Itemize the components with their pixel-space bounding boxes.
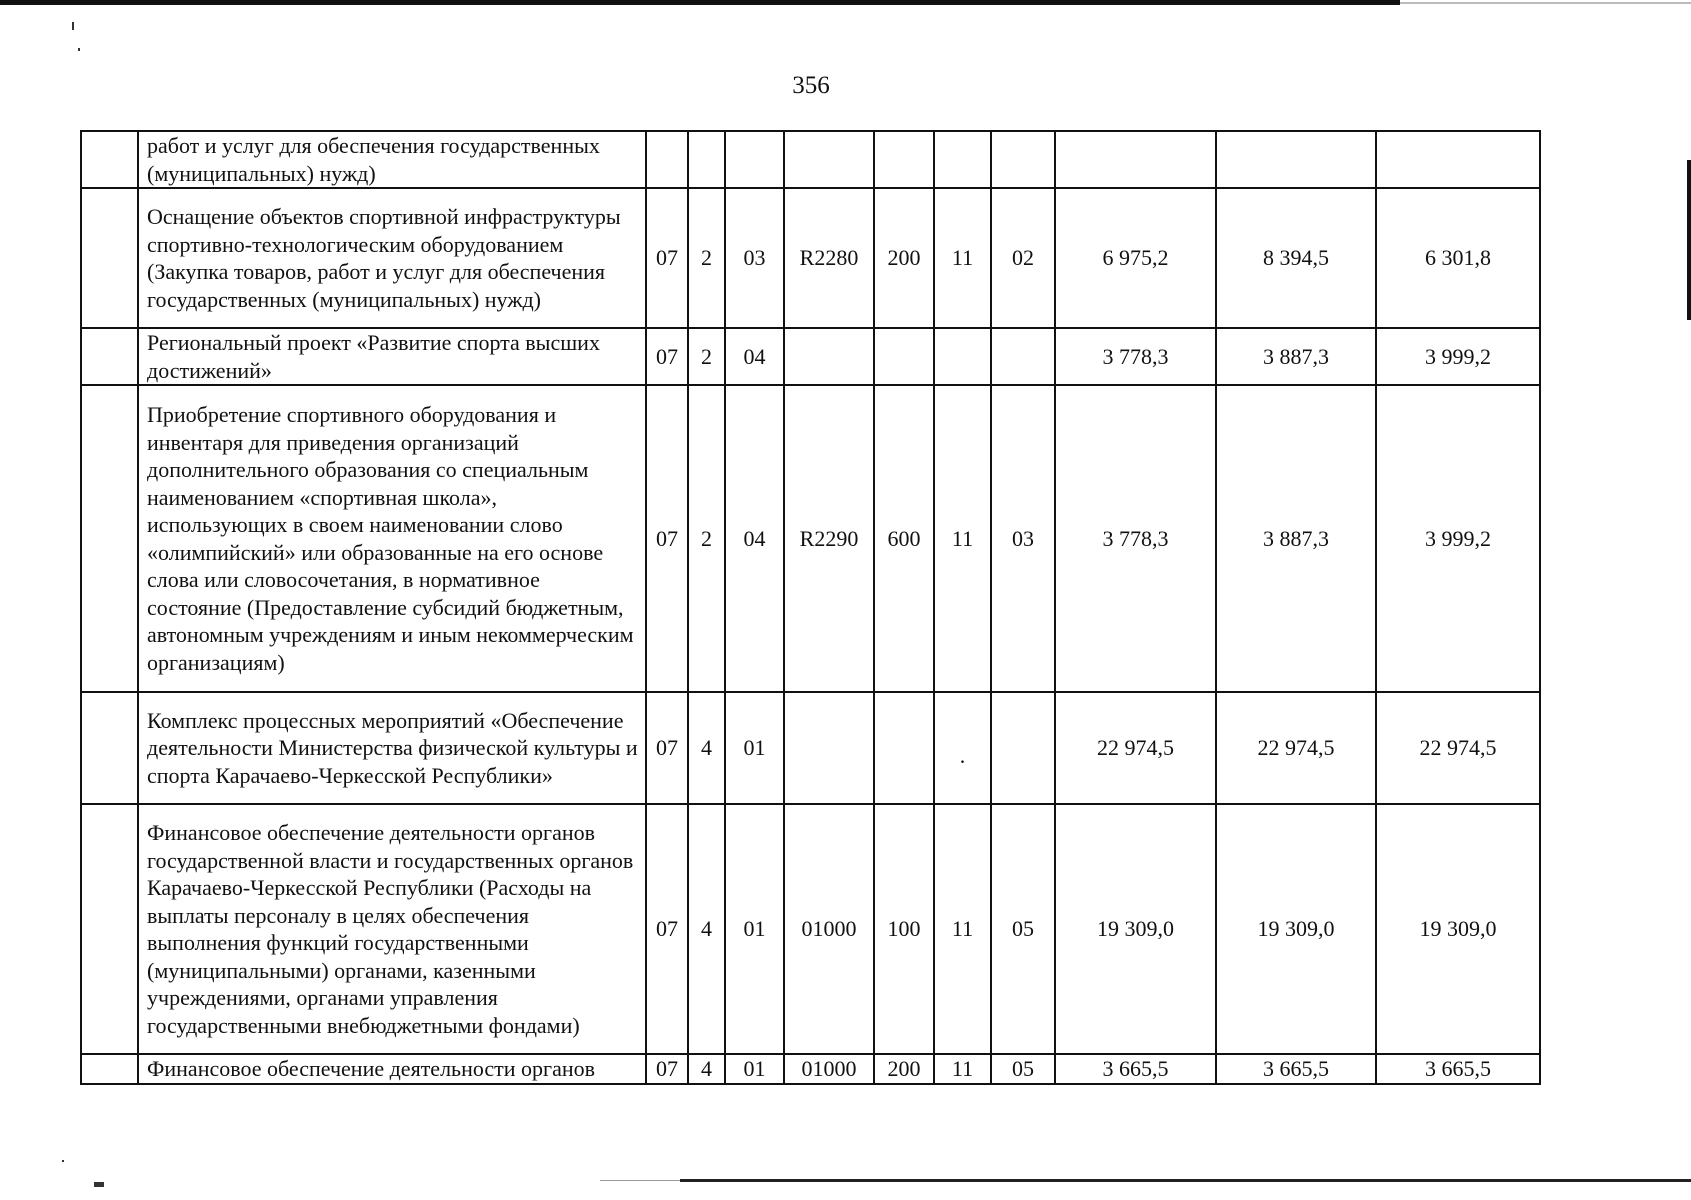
code-cell-6: 11 xyxy=(934,385,991,692)
code-cell-3 xyxy=(725,131,784,188)
value-cell-1: 3 778,3 xyxy=(1055,385,1216,692)
row-number-cell xyxy=(81,1054,138,1084)
code-cell-4 xyxy=(784,131,874,188)
value-cell-1 xyxy=(1055,131,1216,188)
description-cell: работ и услуг для обеспечения государственных (муниципальных) нужд) xyxy=(138,131,646,188)
scan-bottom-edge-fade xyxy=(600,1180,680,1181)
code-cell-3: 01 xyxy=(725,692,784,804)
code-cell-1: 07 xyxy=(646,1054,688,1084)
page-number: 356 xyxy=(792,72,830,99)
code-cell-7 xyxy=(991,328,1055,385)
code-cell-3: 04 xyxy=(725,385,784,692)
code-cell-7: 03 xyxy=(991,385,1055,692)
code-cell-7: 05 xyxy=(991,1054,1055,1084)
table-row xyxy=(81,188,1540,328)
code-cell-1: 07 xyxy=(646,692,688,804)
value-cell-1: 6 975,2 xyxy=(1055,188,1216,328)
code-cell-4: 01000 xyxy=(784,804,874,1054)
value-cell-1: 19 309,0 xyxy=(1055,804,1216,1054)
scan-top-edge-fade xyxy=(1400,2,1691,4)
value-cell-2 xyxy=(1216,131,1376,188)
code-cell-5: 600 xyxy=(874,385,934,692)
code-cell-5 xyxy=(874,692,934,804)
code-cell-1: 07 xyxy=(646,385,688,692)
value-cell-2: 8 394,5 xyxy=(1216,188,1376,328)
code-cell-5: 100 xyxy=(874,804,934,1054)
value-cell-2: 3 887,3 xyxy=(1216,385,1376,692)
code-cell-3: 01 xyxy=(725,1054,784,1084)
scan-speck xyxy=(94,1182,104,1187)
scan-speck xyxy=(62,1160,64,1162)
code-cell-5: 200 xyxy=(874,1054,934,1084)
budget-table xyxy=(80,130,1541,1085)
table-row xyxy=(81,328,1540,385)
table-row xyxy=(81,692,1540,804)
table-row xyxy=(81,804,1540,1054)
code-cell-1 xyxy=(646,131,688,188)
code-cell-6: 11 xyxy=(934,804,991,1054)
row-number-cell xyxy=(81,131,138,188)
value-cell-2: 22 974,5 xyxy=(1216,692,1376,804)
table-row xyxy=(81,131,1540,188)
code-cell-6: 11 xyxy=(934,188,991,328)
row-number-cell xyxy=(81,692,138,804)
value-cell-2: 3 665,5 xyxy=(1216,1054,1376,1084)
value-cell-1: 22 974,5 xyxy=(1055,692,1216,804)
code-cell-1: 07 xyxy=(646,804,688,1054)
code-cell-4 xyxy=(784,692,874,804)
value-cell-3: 22 974,5 xyxy=(1376,692,1540,804)
value-cell-3: 19 309,0 xyxy=(1376,804,1540,1054)
value-cell-1: 3 778,3 xyxy=(1055,328,1216,385)
code-cell-3: 04 xyxy=(725,328,784,385)
code-cell-2 xyxy=(688,131,725,188)
code-cell-4: R2290 xyxy=(784,385,874,692)
description-cell: Комплекс процессных мероприятий «Обеспечение деятельности Министерства физической культуры и спорта Карачаево-Черкесской Республики» xyxy=(138,692,646,804)
scan-top-edge xyxy=(0,0,1400,5)
code-cell-7 xyxy=(991,692,1055,804)
code-cell-2: 4 xyxy=(688,1054,725,1084)
value-cell-2: 3 887,3 xyxy=(1216,328,1376,385)
code-cell-2: 4 xyxy=(688,804,725,1054)
code-cell-4: R2280 xyxy=(784,188,874,328)
code-cell-5: 200 xyxy=(874,188,934,328)
code-cell-4: 01000 xyxy=(784,1054,874,1084)
value-cell-3: 3 999,2 xyxy=(1376,385,1540,692)
table-row xyxy=(81,1054,1540,1084)
code-cell-7 xyxy=(991,131,1055,188)
value-cell-3: 3 999,2 xyxy=(1376,328,1540,385)
scan-speck xyxy=(72,22,74,30)
code-cell-2: 2 xyxy=(688,385,725,692)
row-number-cell xyxy=(81,804,138,1054)
row-number-cell xyxy=(81,188,138,328)
code-cell-3: 03 xyxy=(725,188,784,328)
code-cell-5 xyxy=(874,328,934,385)
code-cell-4 xyxy=(784,328,874,385)
value-cell-1: 3 665,5 xyxy=(1055,1054,1216,1084)
code-cell-6 xyxy=(934,131,991,188)
code-cell-1: 07 xyxy=(646,188,688,328)
code-cell-2: 4 xyxy=(688,692,725,804)
row-number-cell xyxy=(81,385,138,692)
code-cell-5 xyxy=(874,131,934,188)
scan-speck xyxy=(78,48,80,51)
description-cell: Приобретение спортивного оборудования и инвентаря для приведения организаций дополнительного образования со специальным наименованием «спортивная школа», использующих в своем наименовании слово «олимпийский» или образованные на его основе слова или словосочетания, в нормативное состояние (Предоставление субсидий бюджетным, автономным учреждениям и иным некоммерческим организациям) xyxy=(138,385,646,692)
code-cell-7: 02 xyxy=(991,188,1055,328)
value-cell-2: 19 309,0 xyxy=(1216,804,1376,1054)
value-cell-3: 3 665,5 xyxy=(1376,1054,1540,1084)
scan-bottom-edge xyxy=(680,1179,1691,1182)
description-cell: Оснащение объектов спортивной инфраструктуры спортивно-технологическим оборудованием (Закупка товаров, работ и услуг для обеспечения государственных (муниципальных) нужд) xyxy=(138,188,646,328)
code-cell-1: 07 xyxy=(646,328,688,385)
description-cell: Финансовое обеспечение деятельности органов xyxy=(138,1054,646,1084)
code-cell-6: 11 xyxy=(934,1054,991,1084)
code-cell-3: 01 xyxy=(725,804,784,1054)
code-cell-7: 05 xyxy=(991,804,1055,1054)
code-cell-2: 2 xyxy=(688,328,725,385)
value-cell-3 xyxy=(1376,131,1540,188)
code-cell-6 xyxy=(934,328,991,385)
value-cell-3: 6 301,8 xyxy=(1376,188,1540,328)
code-cell-6: . xyxy=(934,692,991,804)
description-cell: Региональный проект «Развитие спорта высших достижений» xyxy=(138,328,646,385)
description-cell: Финансовое обеспечение деятельности органов государственной власти и государственных органов Карачаево-Черкесской Республики (Расходы на выплаты персоналу в целях обеспечения выполнения функций государственными (муниципальными) органами, казенными учреждениями, органами управления государственными внебюджетными фондами) xyxy=(138,804,646,1054)
scan-right-edge xyxy=(1687,160,1691,320)
row-number-cell xyxy=(81,328,138,385)
table-row xyxy=(81,385,1540,692)
code-cell-2: 2 xyxy=(688,188,725,328)
